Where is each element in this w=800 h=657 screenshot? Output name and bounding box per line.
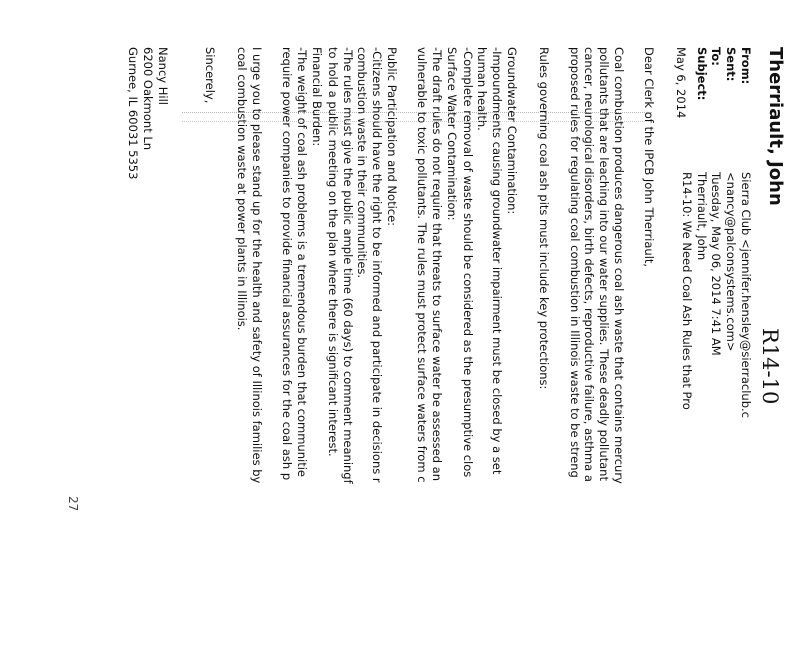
section-line: to hold a public meeting on the plan where there is significant interest.	[325, 47, 340, 457]
docket-label: R14-10	[758, 328, 782, 405]
from-value: Sierra Club <jennifer.hensley@sierraclub.c	[739, 172, 753, 418]
section-heading: Public Participation and Notice:	[385, 47, 399, 227]
intro-line: cancer, neurological disorders, birth defects, reproductive failure, asthma a	[582, 47, 597, 482]
section-line: combustion waste in their communities.	[355, 47, 370, 279]
to-label: To:	[709, 47, 724, 66]
intro-line: proposed rules for regulating coal combustion in Illinois waste to be streng	[567, 47, 582, 478]
section-line: -The draft rules do not require that threats to surface water be assessed an	[430, 47, 445, 482]
closing-line: I urge you to please stand up for the health and safety of Illinois families by	[250, 47, 264, 484]
section-heading: Groundwater Contamination:	[505, 47, 519, 215]
letter-date: May 6, 2014	[674, 47, 688, 119]
signer-city: Gurnee, IL 60031 5353	[126, 47, 141, 180]
section-line: -Impoundments causing groundwater impairment must be closed by a set	[490, 47, 505, 475]
sender-name: Therriault, John	[765, 47, 786, 206]
sent-label: Sent:	[724, 47, 739, 82]
closing-line: coal combustion waste at power plants in Illinois.	[235, 47, 250, 331]
rules-heading: Rules governing coal ash pits must include key protections:	[537, 47, 551, 390]
sent-value: Tuesday, May 06, 2014 7:41 AM	[709, 172, 724, 356]
intro-paragraph	[567, 47, 626, 657]
section-line: -The rules must give the public ample time (60 days) to comment meaningf	[340, 47, 355, 484]
from-value-cont: <nancy@palconsystems.com>	[724, 172, 739, 352]
public-participation-section	[325, 47, 399, 657]
subject-label: Subject:	[694, 47, 709, 101]
signer-name: Nancy Hill	[156, 47, 170, 105]
sign-off: Sincerely,	[203, 47, 217, 104]
email-header-labels	[694, 47, 753, 137]
section-line: -Complete removal of waste should be considered as the presumptive clos	[460, 47, 475, 478]
signer-street: 6200 Oakmont Ln	[141, 47, 156, 151]
from-label: From:	[739, 47, 753, 85]
groundwater-section	[460, 47, 519, 657]
section-line: require power companies to provide financial assurances for the coal ash p	[280, 47, 295, 481]
page-number: 27	[66, 496, 80, 512]
financial-burden-section	[280, 47, 324, 657]
closing-paragraph	[234, 47, 264, 657]
intro-line: Coal combustion produces dangerous coal ash waste that contains mercury	[612, 47, 626, 484]
intro-line: pollutants that are leaching into our water supplies. These deadly pollutant	[597, 47, 612, 481]
to-value: Therriault, John	[694, 172, 709, 261]
section-line: human health.	[475, 47, 490, 131]
scan-artifact	[182, 112, 652, 122]
section-heading: Financial Burden:	[310, 47, 324, 147]
section-line: vulnerable to toxic pollutants. The rules must protect surface waters from c	[415, 47, 430, 483]
section-line: -The weight of coal ash problems is a tremendous burden that communitie	[295, 47, 310, 477]
surface-water-section	[415, 47, 459, 657]
signature-block	[126, 47, 170, 657]
section-heading: Surface Water Contamination:	[445, 47, 459, 221]
email-header-values	[679, 172, 753, 612]
salutation: Dear Clerk of the IPCB John Therriault,	[642, 47, 656, 268]
section-line: -Citizens should have the right to be informed and participate in decisions r	[370, 47, 385, 483]
subject-value: R14-10: We Need Coal Ash Rules that Pro	[679, 172, 694, 410]
